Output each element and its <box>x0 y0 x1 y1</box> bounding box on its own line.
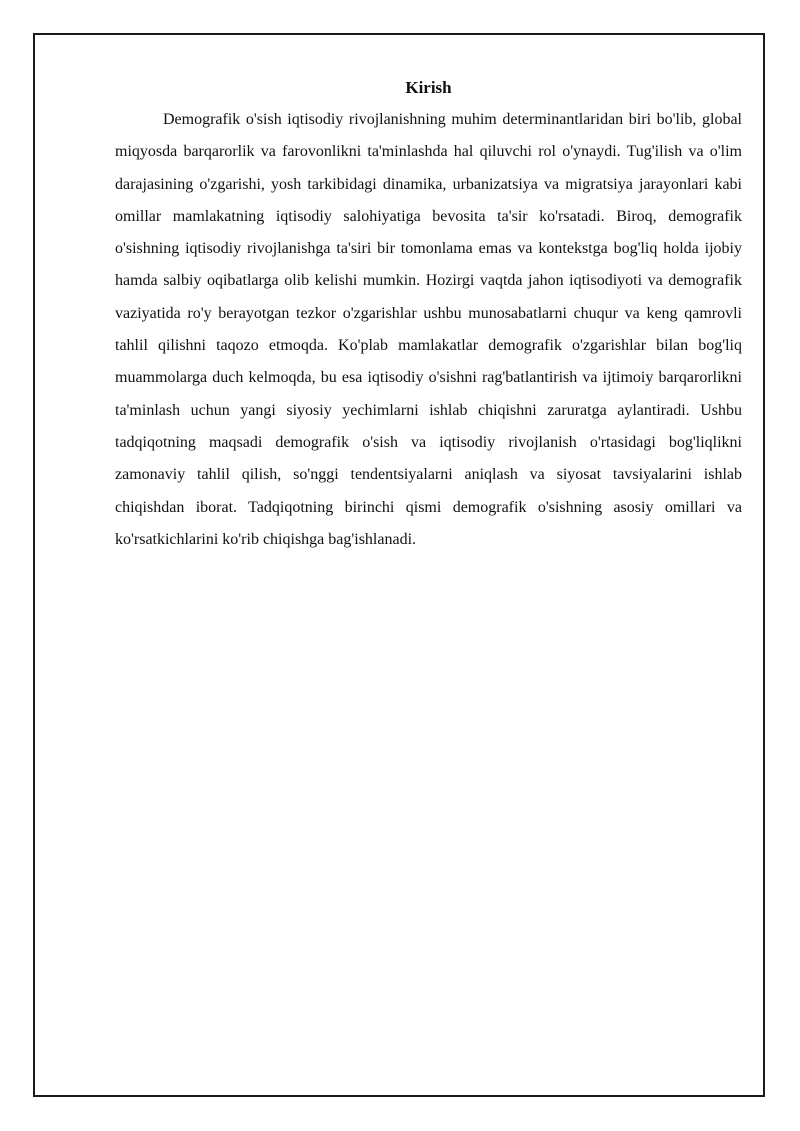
document-content <box>115 76 742 556</box>
body-paragraph: Demografik o'sish iqtisodiy rivojlanishning muhim determinantlaridan biri bo'lib, global miqyosda barqarorlik va farovonlikni ta'minlashda hal qiluvchi rol o'ynaydi. Tug'ilish va o'lim darajasining o'zgarishi, yosh tarkibidagi dinamika, urbanizatsiya va migratsiya jarayonlari kabi omillar mamlakatning iqtisodiy salohiyatiga bevosita ta'sir ko'rsatadi. Biroq, demografik o'sishning iqtisodiy rivojlanishga ta'siri bir tomonlama emas va kontekstga bog'liq holda ijobiy hamda salbiy oqibatlarga olib kelishi mumkin. Hozirgi vaqtda jahon iqtisodiyoti va demografik vaziyatida ro'y berayotgan tezkor o'zgarishlar ushbu munosabatlarni chuqur va keng qamrovli tahlil qilishni taqozo etmoqda. Ko'plab mamlakatlar demografik o'zgarishlar bilan bog'liq muammolarga duch kelmoqda, bu esa iqtisodiy o'sishni rag'batlantirish va ijtimoiy barqarorlikni ta'minlash uchun yangi siyosiy yechimlarni ishlab chiqishni zaruratga aylantiradi. Ushbu tadqiqotning maqsadi demografik o'sish va iqtisodiy rivojlanish o'rtasidagi bog'liqlikni zamonaviy tahlil qilish, so'nggi tendentsiyalarni aniqlash va siyosat tavsiyalarini ishlab chiqishdan iborat. Tadqiqotning birinchi qismi demografik o'sishning asosiy omillari va ko'rsatkichlarini ko'rib chiqishga bag'ishlanadi. <box>115 111 742 548</box>
section-heading: Kirish <box>405 78 452 97</box>
